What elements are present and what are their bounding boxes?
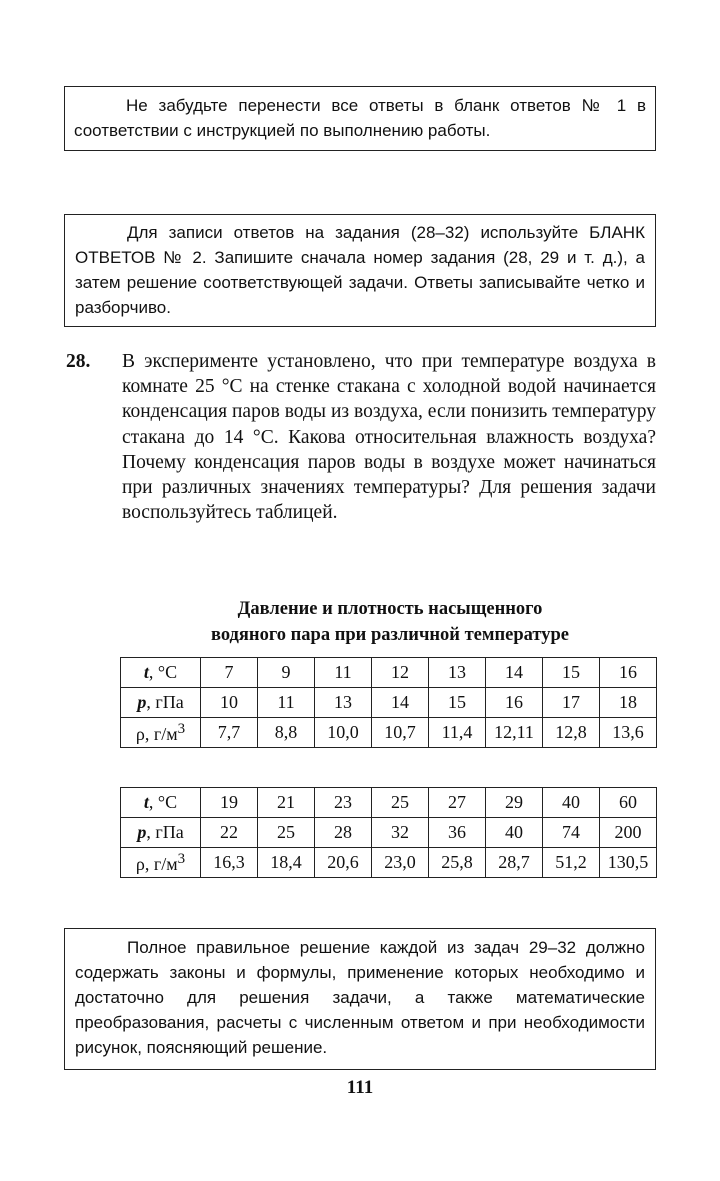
notice-text: Полное правильное решение каждой из задач 29–32 должно содержать законы и формулы, применение которых необходимо и достаточно для решения задачи, а также математические преобразования, расчеты с численным ответом и при необходимости рисунок, поясняющий решение. [75, 938, 645, 1057]
table-cell: 13 [429, 658, 486, 688]
vapor-table-2 [120, 787, 657, 878]
notice-text: Не забудьте перенести все ответы в бланк ответов № 1 в соответствии с инструкцией по выполнению работы. [74, 96, 646, 140]
table-cell: 12,8 [543, 718, 600, 748]
table-cell: 7 [201, 658, 258, 688]
pressure-label: p, гПа [121, 688, 201, 718]
table-cell: 14 [486, 658, 543, 688]
temperature-row [121, 658, 657, 688]
table-cell: 16 [486, 688, 543, 718]
density-row [121, 848, 657, 878]
table-cell: 23 [315, 788, 372, 818]
table-cell: 8,8 [258, 718, 315, 748]
pressure-row [121, 818, 657, 848]
table-cell: 10 [201, 688, 258, 718]
table-cell: 22 [201, 818, 258, 848]
table-cell: 15 [543, 658, 600, 688]
density-label: ρ, $г/м^3$ [121, 718, 201, 748]
page-number: 111 [346, 1077, 374, 1098]
table-cell: 7,7 [201, 718, 258, 748]
vapor-table-1 [120, 657, 657, 748]
table-cell: 12,11 [486, 718, 543, 748]
table-cell: 25,8 [429, 848, 486, 878]
table-cell: 18 [600, 688, 657, 718]
table-cell: 12 [372, 658, 429, 688]
task-text: В эксперименте установлено, что при температуре воздуха в комнате 25 °C на стенке стакана с холодной водой начинается конденсация паров воды из воздуха, если понизить температуру стакана до 14 °C. Какова относительная влажность воздуха? Почему конденсация паров воды в воздухе может начинаться при различных значениях температуры? Для решения задачи воспользуйтесь таблицей. [122, 351, 656, 524]
answer-transfer-notice [64, 86, 656, 151]
table-cell: 9 [258, 658, 315, 688]
table-cell: 10,7 [372, 718, 429, 748]
table-cell: 32 [372, 818, 429, 848]
table-cell: 29 [486, 788, 543, 818]
table-cell: 28,7 [486, 848, 543, 878]
table-cell: 28 [315, 818, 372, 848]
table-cell: 10,0 [315, 718, 372, 748]
table-cell: 40 [543, 788, 600, 818]
task-28 [66, 349, 656, 525]
table-cell: 74 [543, 818, 600, 848]
table-cell: 15 [429, 688, 486, 718]
temperature-label: t, °C [121, 658, 201, 688]
task-number: 28. [66, 351, 91, 372]
table-cell: 13,6 [600, 718, 657, 748]
table-cell: 51,2 [543, 848, 600, 878]
table-cell: 18,4 [258, 848, 315, 878]
table-cell: 200 [600, 818, 657, 848]
table-cell: 27 [429, 788, 486, 818]
table-cell: 25 [258, 818, 315, 848]
table-cell: 17 [543, 688, 600, 718]
table-cell: 13 [315, 688, 372, 718]
table-cell: 19 [201, 788, 258, 818]
solution-requirements-notice [64, 928, 656, 1070]
table-cell: 25 [372, 788, 429, 818]
table-cell: 21 [258, 788, 315, 818]
table-cell: 16,3 [201, 848, 258, 878]
answer-form-notice [64, 214, 656, 327]
density-row [121, 718, 657, 748]
density-label: ρ, $г/м^3$ [121, 848, 201, 878]
table-cell: 23,0 [372, 848, 429, 878]
table-cell: 16 [600, 658, 657, 688]
table-cell: 11 [315, 658, 372, 688]
table-caption-line-1: Давление и плотность насыщенного [237, 599, 543, 619]
table-cell: 60 [600, 788, 657, 818]
table-cell: 11,4 [429, 718, 486, 748]
table-cell: 130,5 [600, 848, 657, 878]
table-cell: 36 [429, 818, 486, 848]
table-cell: 11 [258, 688, 315, 718]
table-caption-line-2: водяного пара при различной температуре [210, 625, 570, 645]
pressure-row [121, 688, 657, 718]
temperature-row [121, 788, 657, 818]
temperature-label: t, °C [121, 788, 201, 818]
table-caption [120, 596, 660, 648]
table-cell: 14 [372, 688, 429, 718]
pressure-label: p, гПа [121, 818, 201, 848]
notice-text: Для записи ответов на задания (28–32) используйте БЛАНК ОТВЕТОВ № 2. Запишите сначала номер задания (28, 29 и т. д.), а затем решение соответствующей задачи. Ответы записывайте четко и разборчиво. [75, 223, 645, 317]
table-cell: 20,6 [315, 848, 372, 878]
table-cell: 40 [486, 818, 543, 848]
